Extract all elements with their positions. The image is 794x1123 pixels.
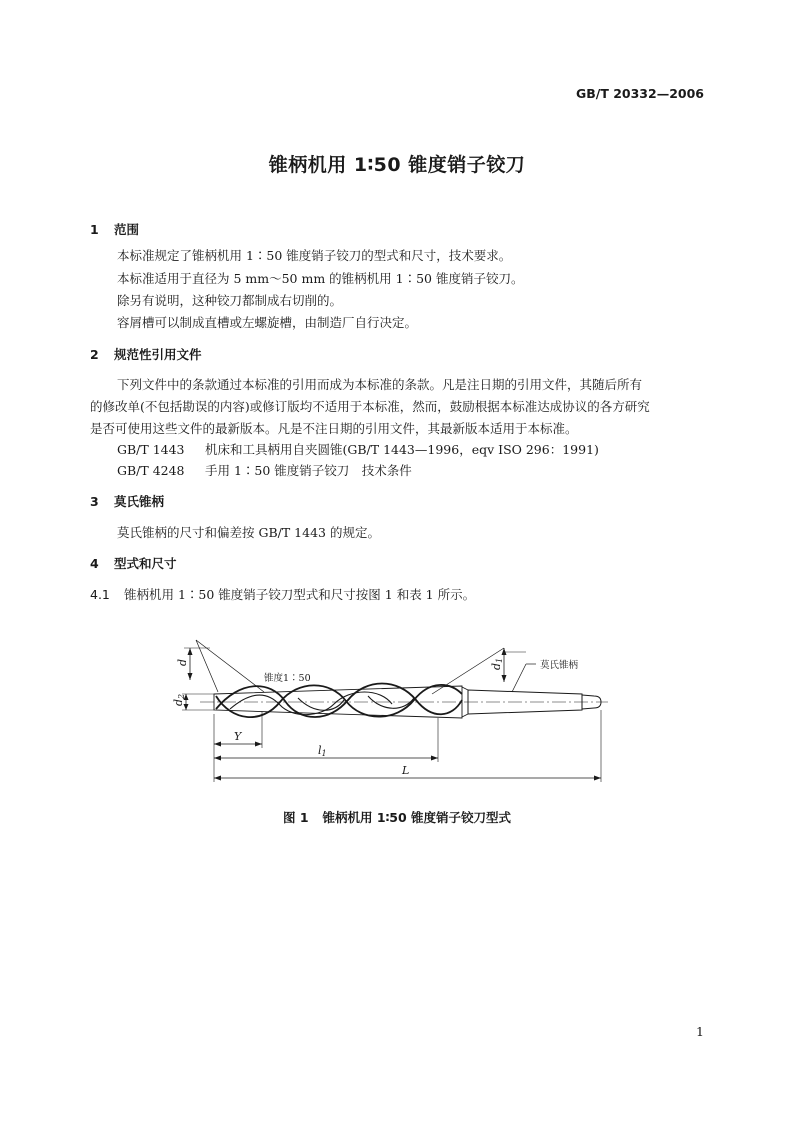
taper-leader-line (196, 640, 264, 692)
standard-number: GB/T 20332—2006 (575, 86, 704, 101)
reference-code: GB/T 4248 (117, 463, 185, 478)
reference-item (117, 460, 412, 481)
arrowhead (188, 673, 193, 680)
section-title: 莫氏锥柄 (114, 494, 165, 509)
label-d2 (172, 694, 186, 706)
section-4-heading (90, 554, 177, 572)
clause-4-1 (90, 584, 475, 605)
label-l1-sub: 1 (321, 749, 327, 758)
paragraph-line: 的修改单(不包括勘误的内容)或修订版均不适用于本标准，然而，鼓励根据本标准达成协议的各方研究 (90, 399, 650, 414)
section-title: 规范性引用文件 (114, 347, 202, 362)
leader-line (432, 648, 504, 694)
page-number: 1 (696, 1024, 704, 1039)
paragraph-line: 下列文件中的条款通过本标准的引用而成为本标准的条款。凡是注日期的引用文件，其随后所有 (117, 377, 643, 392)
paragraph-line: 是否可使用这些文件的最新版本。凡是不注日期的引用文件，其最新版本适用于本标准。 (90, 421, 578, 436)
reference-title: 手用 1∶50 锥度销子铰刀 技术条件 (205, 463, 412, 478)
arrowhead (502, 675, 507, 682)
label-Y: Y (234, 730, 242, 743)
reference-title: 机床和工具柄用自夹圆锥(GB/T 1443—1996，eqv ISO 296：1991) (205, 442, 599, 457)
arrowhead (214, 742, 221, 747)
helical-flute (298, 698, 344, 710)
section-number: 3 (90, 494, 99, 509)
label-d2-sub: 2 (177, 693, 186, 699)
label-l1-main: l (318, 744, 322, 757)
document-title: 锥柄机用 1∶50 锥度销子铰刀 (268, 154, 526, 176)
arrowhead (214, 776, 221, 781)
label-taper: 锥度1∶50 (264, 673, 311, 684)
label-d1-sub: 1 (495, 657, 504, 663)
label-d: d (176, 658, 189, 666)
clause-number: 4.1 (90, 587, 110, 602)
figure-caption (0, 808, 794, 826)
clause-text: 锥柄机用 1∶50 锥度销子铰刀型式和尺寸按图 1 和表 1 所示。 (124, 587, 476, 602)
paragraph: 莫氏锥柄的尺寸和偏差按 GB/T 1443 的规定。 (117, 525, 380, 540)
arrowhead (188, 648, 193, 655)
label-d1 (490, 658, 504, 670)
paragraph: 容屑槽可以制成直槽或左螺旋槽，由制造厂自行决定。 (117, 315, 418, 330)
label-L: L (402, 764, 410, 777)
label-d1-main: d (490, 662, 503, 670)
label-morse-shank: 莫氏锥柄 (540, 660, 579, 671)
section-number: 1 (90, 222, 99, 237)
arrowhead (255, 742, 262, 747)
section-3-heading (90, 492, 164, 510)
label-d2-main: d (172, 698, 185, 706)
reference-item (117, 439, 599, 460)
label-l1 (318, 744, 327, 758)
section-2-heading (90, 345, 202, 363)
section-title: 范围 (114, 222, 140, 237)
arrowhead (214, 756, 221, 761)
arrowhead (594, 776, 601, 781)
section-title: 型式和尺寸 (114, 556, 177, 571)
leader-line (512, 664, 526, 692)
paragraph: 本标准规定了锥柄机用 1∶50 锥度销子铰刀的型式和尺寸，技术要求。 (117, 248, 512, 263)
paragraph: 除另有说明，这种铰刀都制成右切削的。 (117, 293, 343, 308)
section-number: 2 (90, 347, 99, 362)
figure-number: 图 1 (282, 810, 309, 825)
reamer-drawing (170, 630, 620, 790)
paragraph: 本标准适用于直径为 5 mm～50 mm 的锥柄机用 1∶50 锥度销子铰刀。 (117, 271, 524, 286)
reference-code: GB/T 1443 (117, 442, 185, 457)
section-number: 4 (90, 556, 99, 571)
section-1-heading (90, 220, 139, 238)
figure-title: 锥柄机用 1∶50 锥度销子铰刀型式 (322, 810, 512, 825)
arrowhead (431, 756, 438, 761)
